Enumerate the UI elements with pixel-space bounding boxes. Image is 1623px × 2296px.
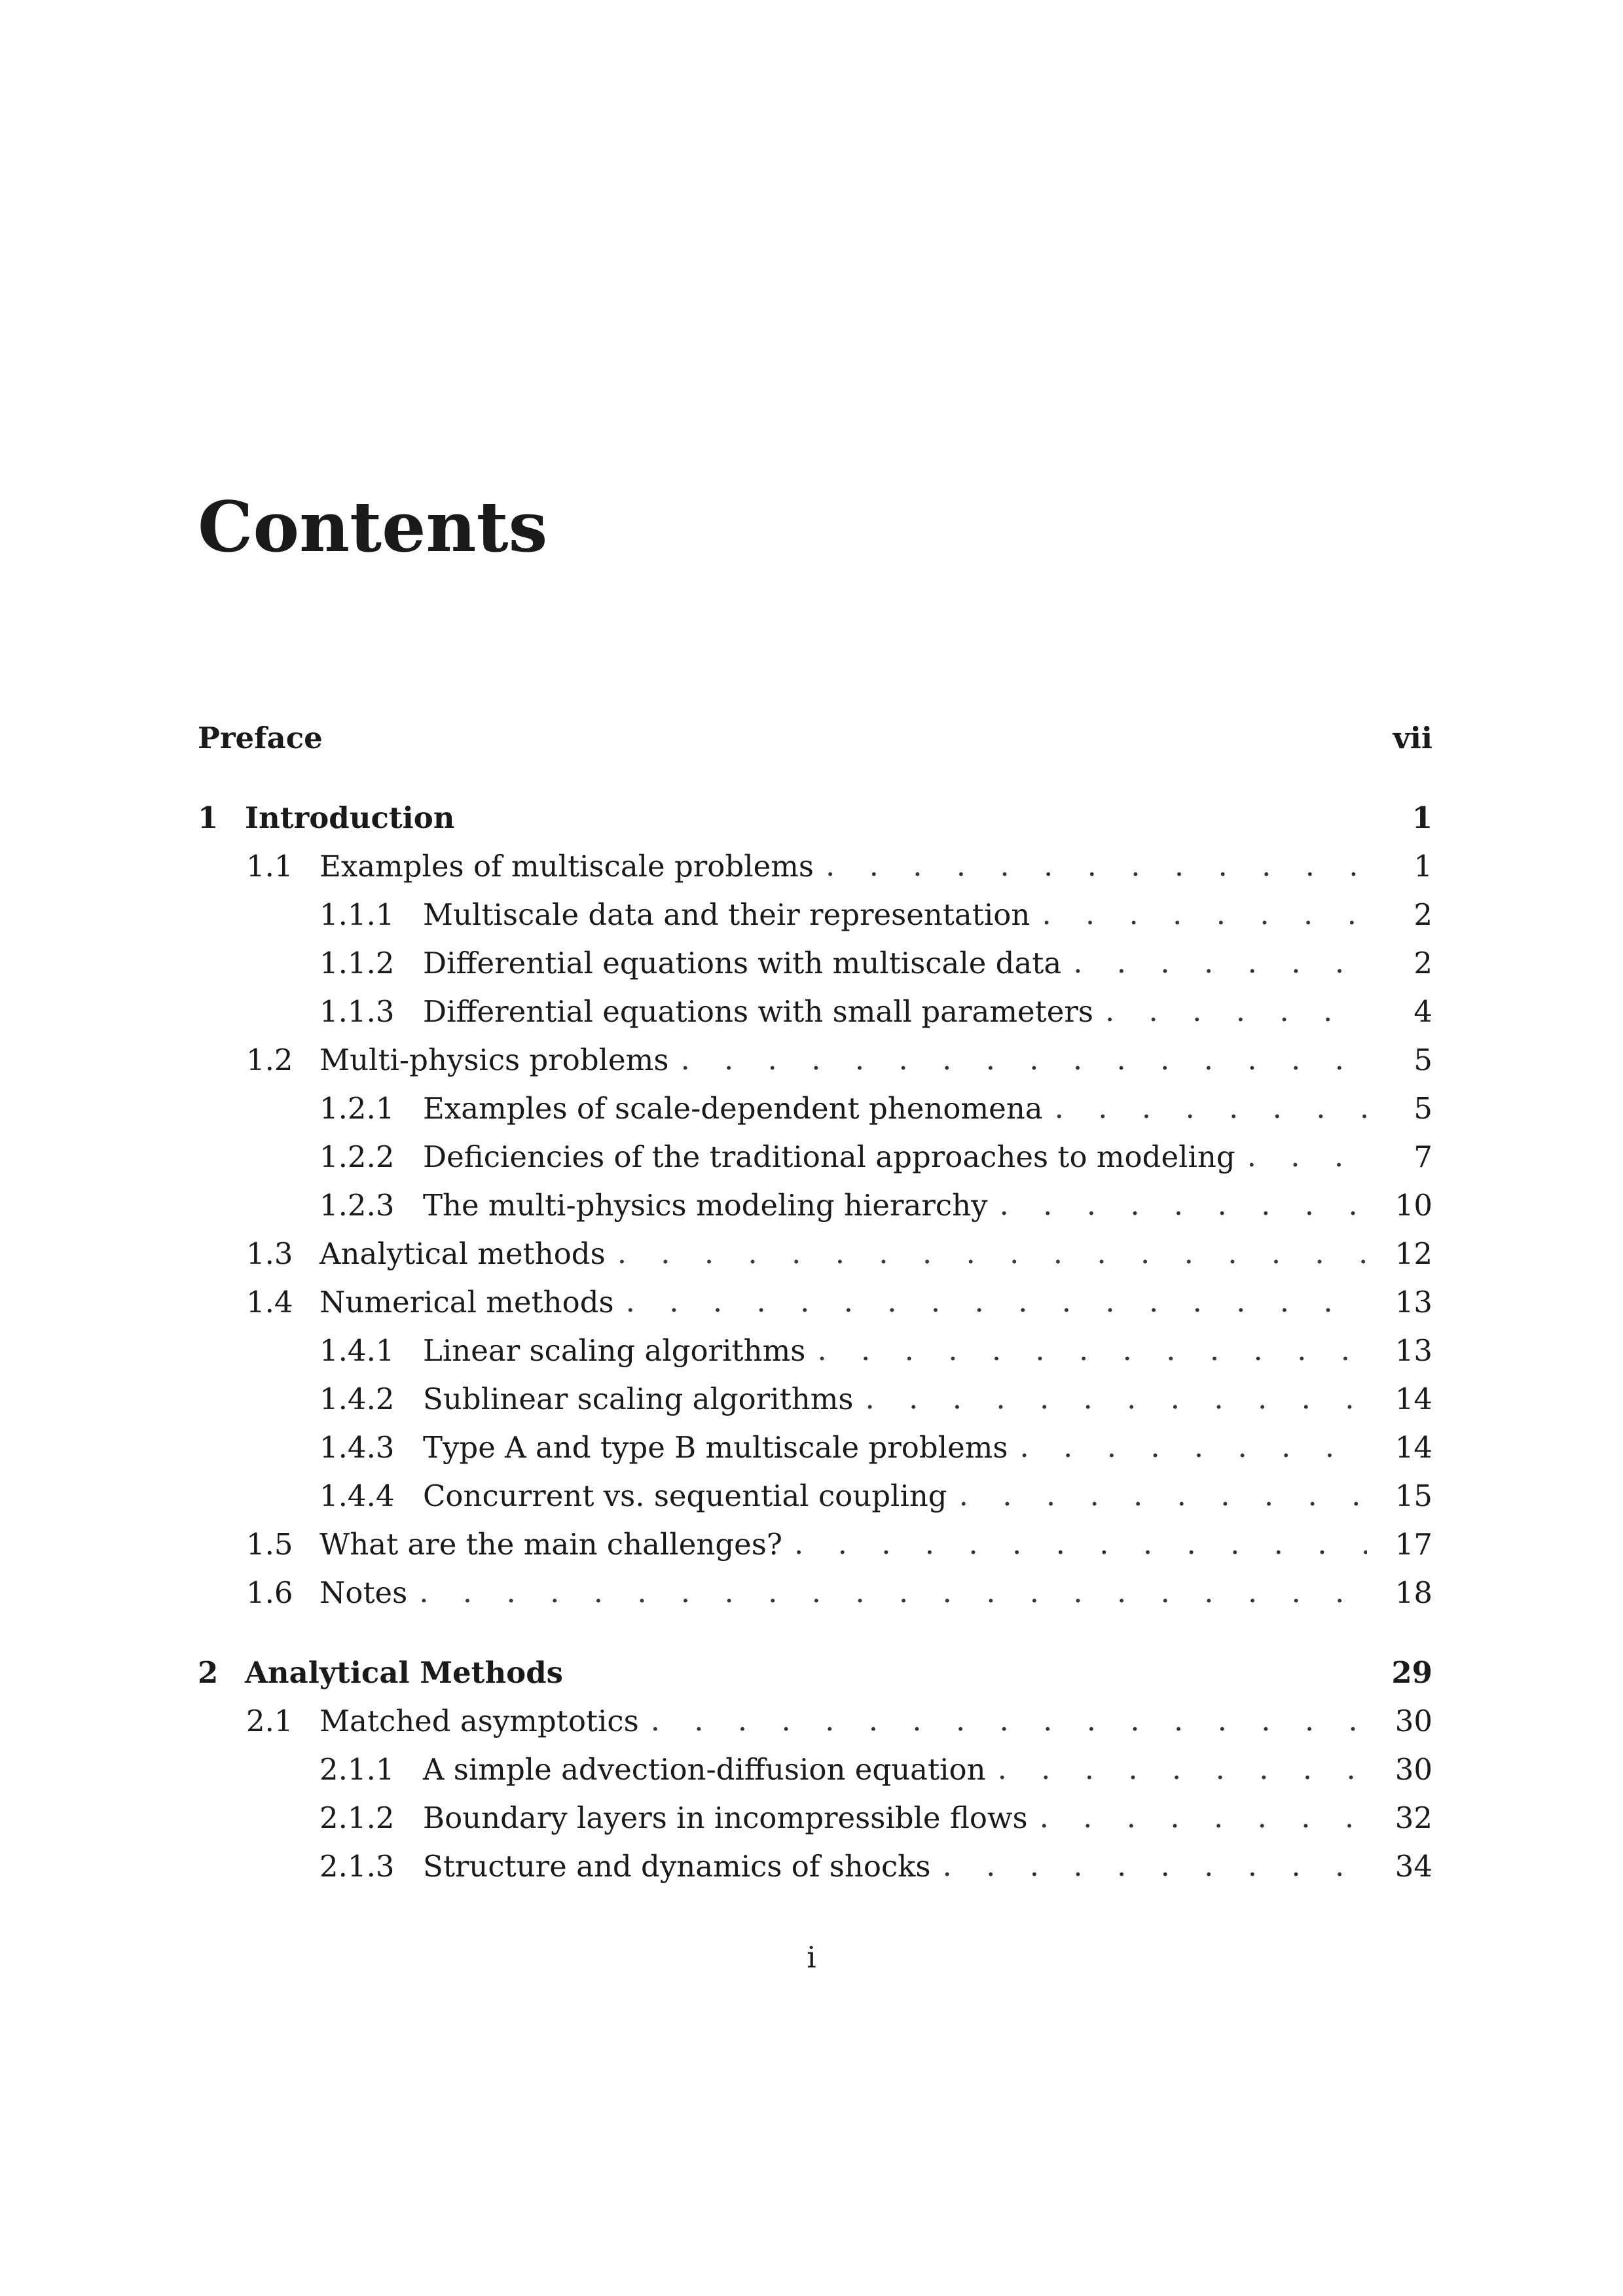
- toc-entry-number: 1.2.1: [319, 1090, 395, 1126]
- toc-dot-leader: [1073, 945, 1367, 980]
- page-number: i: [807, 1940, 816, 1975]
- toc-dot-leader: [794, 1526, 1367, 1562]
- toc-entry-title: Boundary layers in incompressible flows: [423, 1800, 1028, 1835]
- toc-entry-subsection-1-4-3[interactable]: [198, 1423, 1432, 1471]
- toc-entry-page: 2: [1413, 897, 1432, 932]
- toc-entry-title: Deficiencies of the traditional approaches to modeling: [423, 1139, 1235, 1174]
- toc-entry-subsection-1-4-2[interactable]: [198, 1374, 1432, 1423]
- toc-entry-number: 1.1.3: [319, 994, 395, 1029]
- toc-dot-leader: [617, 1236, 1367, 1271]
- toc-entry-number: 1.4.1: [319, 1333, 395, 1368]
- toc-entry-subsection-1-2-2[interactable]: [198, 1132, 1432, 1181]
- toc-entry-title: What are the main challenges?: [319, 1526, 782, 1562]
- toc-entry-number: 2.1.1: [319, 1751, 395, 1787]
- toc-entry-number: 1.5: [246, 1526, 293, 1562]
- toc-entry-page: 14: [1395, 1381, 1432, 1416]
- toc-dot-leader: [626, 1284, 1367, 1319]
- toc-dot-leader: [866, 1381, 1367, 1416]
- toc-entry-title: Multi-physics problems: [319, 1042, 669, 1077]
- toc-entry-page: vii: [1393, 720, 1432, 755]
- toc-entry-section-1-5[interactable]: [198, 1520, 1432, 1568]
- toc-dot-leader: [959, 1478, 1367, 1513]
- toc-entry-subsection-2-1-2[interactable]: [198, 1793, 1432, 1842]
- toc-dot-leader: [651, 1703, 1367, 1738]
- toc-entry-page: 5: [1413, 1090, 1432, 1126]
- toc-entry-number: 2.1.2: [319, 1800, 395, 1835]
- toc-entry-page: 5: [1413, 1042, 1432, 1077]
- toc-entry-title: Differential equations with multiscale data: [423, 945, 1062, 980]
- toc-entry-title: Sublinear scaling algorithms: [423, 1381, 854, 1416]
- toc-entry-page: 13: [1395, 1333, 1432, 1368]
- toc-entry-page: 12: [1395, 1236, 1432, 1271]
- toc-entry-page: 34: [1395, 1848, 1432, 1884]
- toc-entry-subsection-2-1-1[interactable]: [198, 1745, 1432, 1793]
- toc-dot-leader: [1000, 1187, 1368, 1223]
- page-title: Contents: [198, 486, 548, 567]
- toc-entry-section-1-3[interactable]: [198, 1229, 1432, 1278]
- toc-entry-title: Type A and type B multiscale problems: [423, 1429, 1008, 1465]
- toc-entry-page: 7: [1413, 1139, 1432, 1174]
- toc-dot-leader: [817, 1333, 1367, 1368]
- toc-entry-number: 1.2: [246, 1042, 293, 1077]
- toc-entry-page: 17: [1395, 1526, 1432, 1562]
- toc-entry-number: 2.1: [246, 1703, 293, 1738]
- toc-entry-title: Examples of scale-dependent phenomena: [423, 1090, 1043, 1126]
- toc-entry-subsection-1-4-1[interactable]: [198, 1326, 1432, 1374]
- toc-entry-subsection-1-2-3[interactable]: [198, 1181, 1432, 1229]
- toc-entry-number: 1.1.1: [319, 897, 395, 932]
- toc-entry-number: 1.3: [246, 1236, 293, 1271]
- toc-dot-leader: [1055, 1090, 1367, 1126]
- toc-entry-title: Analytical Methods: [245, 1655, 563, 1690]
- toc-entry-section-1-6[interactable]: [198, 1568, 1432, 1617]
- toc-entry-number: 1.4: [246, 1284, 293, 1319]
- toc-entry-subsection-2-1-3[interactable]: [198, 1842, 1432, 1890]
- toc-entry-page: 10: [1395, 1187, 1432, 1223]
- toc-dot-leader: [419, 1575, 1367, 1610]
- table-of-contents: [198, 713, 1432, 1890]
- toc-entry-title: Differential equations with small parameters: [423, 994, 1093, 1029]
- toc-entry-chapter-2[interactable]: [198, 1648, 1432, 1696]
- toc-entry-title: A simple advection-diffusion equation: [423, 1751, 986, 1787]
- toc-entry-number: 1.1.2: [319, 945, 395, 980]
- toc-entry-page: 29: [1391, 1655, 1432, 1690]
- toc-entry-number: 1.2.2: [319, 1139, 395, 1174]
- toc-entry-title: Notes: [319, 1575, 408, 1610]
- toc-entry-page: 30: [1395, 1703, 1432, 1738]
- toc-entry-number: 1.6: [246, 1575, 293, 1610]
- toc-dot-leader: [1042, 897, 1367, 932]
- toc-entry-page: 32: [1395, 1800, 1432, 1835]
- toc-entry-page: 18: [1395, 1575, 1432, 1610]
- toc-entry-title: The multi-physics modeling hierarchy: [423, 1187, 988, 1223]
- toc-entry-title: Preface: [198, 720, 323, 755]
- toc-entry-subsection-1-1-3[interactable]: [198, 987, 1432, 1035]
- toc-entry-subsection-1-1-2[interactable]: [198, 939, 1432, 987]
- toc-entry-title: Matched asymptotics: [319, 1703, 639, 1738]
- toc-entry-title: Introduction: [245, 800, 455, 835]
- toc-dot-leader: [1040, 1800, 1367, 1835]
- toc-dot-leader: [1247, 1139, 1367, 1174]
- toc-entry-title: Analytical methods: [319, 1236, 606, 1271]
- toc-entry-section-1-4[interactable]: [198, 1278, 1432, 1326]
- toc-entry-subsection-1-2-1[interactable]: [198, 1084, 1432, 1132]
- toc-entry-page: 2: [1413, 945, 1432, 980]
- toc-entry-title: Numerical methods: [319, 1284, 614, 1319]
- toc-entry-number: 1: [198, 800, 219, 835]
- toc-entry-number: 1.2.3: [319, 1187, 395, 1223]
- toc-dot-leader: [826, 848, 1367, 884]
- toc-entry-page: 1: [1413, 848, 1432, 884]
- toc-entry-page: 13: [1395, 1284, 1432, 1319]
- toc-entry-subsection-1-4-4[interactable]: [198, 1471, 1432, 1520]
- toc-entry-section-1-2[interactable]: [198, 1035, 1432, 1084]
- toc-entry-page: 14: [1395, 1429, 1432, 1465]
- toc-dot-leader: [680, 1042, 1367, 1077]
- toc-entry-subsection-1-1-1[interactable]: [198, 890, 1432, 939]
- toc-entry-section-2-1[interactable]: [198, 1696, 1432, 1745]
- toc-dot-leader: [1105, 994, 1367, 1029]
- toc-entry-page: 15: [1395, 1478, 1432, 1513]
- toc-entry-chapter-1[interactable]: [198, 793, 1432, 842]
- toc-entry-number: 1.4.2: [319, 1381, 395, 1416]
- toc-dot-leader: [1020, 1429, 1368, 1465]
- toc-entry-section-1-1[interactable]: [198, 842, 1432, 890]
- toc-entry-title: Linear scaling algorithms: [423, 1333, 806, 1368]
- toc-dot-leader: [943, 1848, 1367, 1884]
- toc-entry-title: Concurrent vs. sequential coupling: [423, 1478, 947, 1513]
- toc-entry-number: 2: [198, 1655, 219, 1690]
- toc-entry-title: Multiscale data and their representation: [423, 897, 1030, 932]
- toc-entry-page: 1: [1412, 800, 1432, 835]
- toc-entry-page: 30: [1395, 1751, 1432, 1787]
- toc-dot-leader: [998, 1751, 1367, 1787]
- toc-entry-title: Examples of multiscale problems: [319, 848, 814, 884]
- toc-entry-title: Structure and dynamics of shocks: [423, 1848, 931, 1884]
- toc-entry-page: 4: [1413, 994, 1432, 1029]
- toc-entry-preface[interactable]: [198, 713, 1432, 762]
- toc-entry-number: 2.1.3: [319, 1848, 395, 1884]
- toc-entry-number: 1.4.4: [319, 1478, 395, 1513]
- toc-entry-number: 1.4.3: [319, 1429, 395, 1465]
- toc-entry-number: 1.1: [246, 848, 293, 884]
